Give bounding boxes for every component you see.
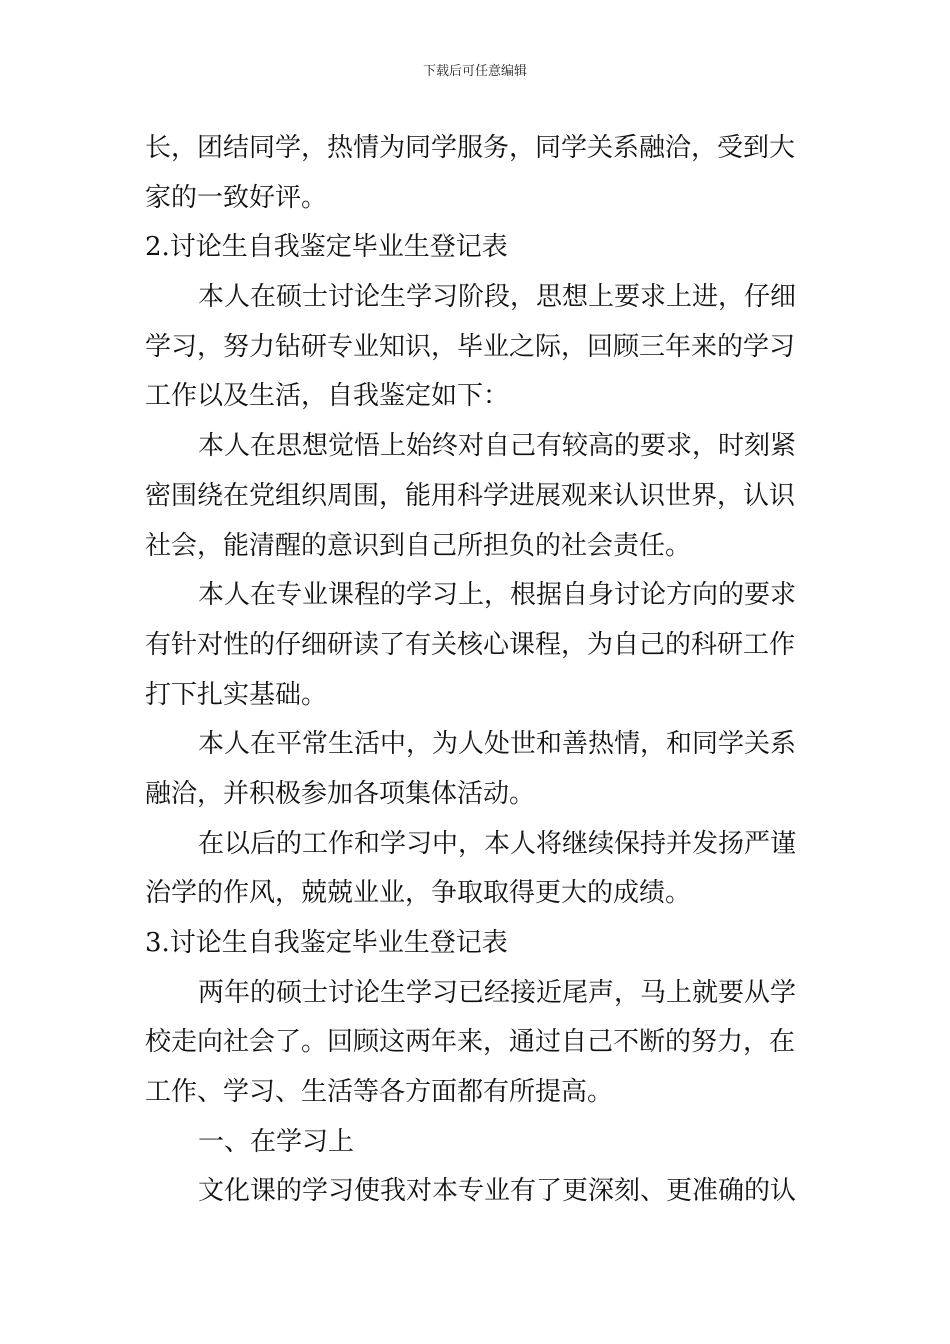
section-heading: 3.讨论生自我鉴定毕业生登记表 <box>145 928 508 958</box>
text-line: 工作、学习、生活等各方面都有所提高。 <box>145 1077 614 1108</box>
text-line: 融洽，并积极参加各项集体活动。 <box>145 778 536 809</box>
text-line: 文化课的学习使我对本专业有了更深刻、更准确的认 <box>198 1176 797 1207</box>
text-line: 本人在思想觉悟上始终对自己有较高的要求，时刻紧 <box>198 431 797 462</box>
text-line: 有针对性的仔细研读了有关核心课程，为自己的科研工作 <box>145 629 796 660</box>
text-line: 本人在平常生活中，为人处世和善热情，和同学关系 <box>198 729 797 760</box>
subsection-heading: 一、在学习上 <box>198 1126 355 1157</box>
text-line: 长，团结同学，热情为同学服务，同学关系融洽，受到大 <box>145 133 796 163</box>
text-line: 两年的硕士讨论生学习已经接近尾声，马上就要从学 <box>198 977 797 1008</box>
text-line: 在以后的工作和学习中，本人将继续保持并发扬严谨 <box>198 828 797 859</box>
text-line: 学习，努力钻研专业知识，毕业之际，回顾三年来的学习 <box>145 331 796 362</box>
text-line: 本人在硕士讨论生学习阶段，思想上要求上进，仔细 <box>198 282 797 313</box>
text-line: 治学的作风，兢兢业业，争取取得更大的成绩。 <box>145 878 692 909</box>
text-line: 密围绕在党组织周围，能用科学进展观来认识世界，认识 <box>145 480 796 511</box>
section-heading: 2.讨论生自我鉴定毕业生登记表 <box>145 232 508 263</box>
text-line: 社会，能清醒的意识到自己所担负的社会责任。 <box>145 530 692 561</box>
text-line: 家的一致好评。 <box>145 182 328 213</box>
text-line: 本人在专业课程的学习上，根据自身讨论方向的要求 <box>198 580 797 611</box>
page-header-note: 下载后可任意编辑 <box>422 64 527 79</box>
document-body <box>145 124 815 1217</box>
text-line: 校走向社会了。回顾这两年来，通过自己不断的努力，在 <box>145 1027 796 1058</box>
text-line: 打下扎实基础。 <box>145 679 328 710</box>
text-line: 工作以及生活，自我鉴定如下： <box>145 381 510 412</box>
